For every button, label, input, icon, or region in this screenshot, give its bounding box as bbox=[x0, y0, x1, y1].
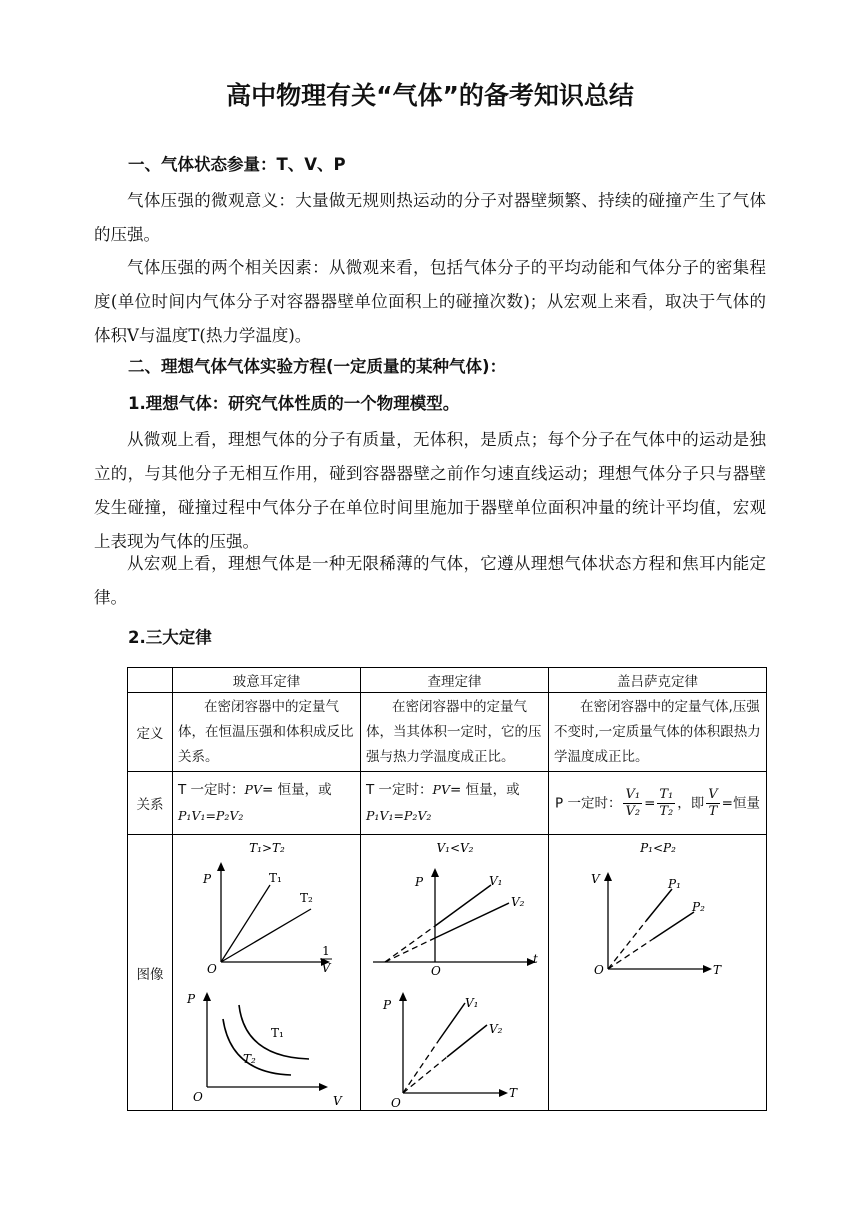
boyle-graphs bbox=[173, 835, 361, 1111]
charles-relation-const: = 恒量，或 bbox=[450, 782, 520, 798]
section-2-paragraph-1: 从微观上看，理想气体的分子有质量，无体积，是质点；每个分子在气体中的运动是独立的，与其他分子无相互作用，碰到容器器壁之前作匀速直线运动；理想气体分子只与器壁发生碰撞，碰撞过程中气体分子在单位时间里施加于器壁单位面积冲量的统计平均值，宏观上表现为气体的压强。 bbox=[94, 430, 766, 551]
gas-laws-table bbox=[127, 667, 767, 1111]
charles-bot-v2-dashed bbox=[403, 1057, 447, 1093]
boyle-bot-x-label: V bbox=[333, 1094, 342, 1108]
charles-definition: 在密闭容器中的定量气体，当其体积一定时，它的压强与热力学温度成正比。 bbox=[361, 693, 549, 772]
charles-bot-v1-label: V₁ bbox=[465, 996, 479, 1010]
table-header-gay-lussac: 盖吕萨克定律 bbox=[549, 668, 767, 693]
gl-p2-label: P₂ bbox=[692, 900, 705, 914]
boyle-top-line-t1 bbox=[221, 885, 270, 962]
charles-relation-cond: T 一定时： bbox=[366, 782, 433, 798]
boyle-bot-y-arrow bbox=[203, 992, 211, 1001]
boyle-top-origin: O bbox=[207, 962, 217, 976]
charles-top-x-label: t bbox=[533, 952, 538, 966]
gl-line-p1 bbox=[646, 889, 672, 921]
boyle-top-t2-label: T₂ bbox=[300, 891, 313, 905]
gl-p2-dashed bbox=[608, 939, 653, 969]
subsection-three-laws-heading: 2.三大定律 bbox=[128, 628, 212, 647]
gay-lussac-graph-svg bbox=[549, 835, 767, 1111]
charles-graphs bbox=[361, 835, 549, 1111]
boyle-relation-const: = 恒量，或 bbox=[262, 782, 332, 798]
gl-x-label: T bbox=[713, 963, 722, 977]
charles-bot-y-label: P bbox=[383, 998, 392, 1012]
gl-line-p2 bbox=[653, 912, 694, 939]
charles-top-v1-label: V₁ bbox=[489, 874, 503, 888]
gl-x-arrow bbox=[703, 965, 712, 973]
gl-v2: V₂ bbox=[625, 803, 641, 819]
table-header-blank bbox=[128, 668, 173, 693]
boyle-relation bbox=[173, 772, 361, 835]
section-1-paragraph-2: 气体压强的两个相关因素：从微观来看，包括气体分子的平均动能和气体分子的密集程度(单位时间内气体分子对容器器壁单位面积上的碰撞次数)；从宏观上来看，取决于气体的体积V与温度T(热力学温度)。 bbox=[94, 258, 766, 345]
gl-y-label: V bbox=[591, 872, 600, 886]
gl-v: V bbox=[708, 786, 718, 802]
boyle-graph-svg bbox=[173, 835, 361, 1111]
charles-top-v1-dashed bbox=[385, 926, 435, 962]
boyle-top-x-den: V bbox=[321, 961, 331, 975]
boyle-top-y-label: P bbox=[203, 872, 212, 886]
boyle-bot-t2-label: T₂ bbox=[243, 1052, 256, 1066]
gl-t2: T₂ bbox=[659, 803, 674, 819]
gay-lussac-relation bbox=[549, 772, 767, 835]
charles-top-line-v1 bbox=[435, 885, 491, 926]
table-header-charles: 查理定律 bbox=[361, 668, 549, 693]
boyle-caption: T₁>T₂ bbox=[249, 841, 285, 855]
boyle-definition: 在密闭容器中的定量气体，在恒温压强和体积成反比关系。 bbox=[173, 693, 361, 772]
row-label-definition: 定义 bbox=[128, 693, 173, 772]
charles-relation-formula: P₁V₁=P₂V₂ bbox=[366, 808, 432, 823]
gl-fraction-t bbox=[657, 787, 675, 820]
gl-relation-cond: P 一定时： bbox=[555, 795, 622, 811]
charles-top-v2-dashed bbox=[385, 938, 435, 962]
gl-caption: P₁<P₂ bbox=[640, 841, 676, 855]
gl-t: T bbox=[708, 803, 718, 819]
boyle-relation-formula: P₁V₁=P₂V₂ bbox=[178, 808, 244, 823]
charles-top-line-v2 bbox=[435, 903, 509, 938]
gl-fraction-vt bbox=[706, 787, 719, 820]
gay-lussac-graphs bbox=[549, 835, 767, 1111]
gl-equals: = bbox=[644, 795, 656, 811]
row-label-graph: 图像 bbox=[128, 835, 173, 1111]
charles-bot-origin: O bbox=[391, 1096, 401, 1110]
boyle-top-x-num: 1 bbox=[322, 944, 330, 958]
charles-relation-pv: PV bbox=[432, 782, 450, 797]
boyle-top-t1-label: T₁ bbox=[269, 871, 282, 885]
boyle-relation-pv: PV bbox=[244, 782, 262, 797]
boyle-bot-t1-label: T₁ bbox=[271, 1026, 284, 1040]
charles-bot-line-v1 bbox=[439, 1003, 465, 1040]
gl-relation-end: =恒量 bbox=[721, 795, 760, 811]
charles-bot-y-arrow bbox=[399, 992, 407, 1001]
gl-v1: V₁ bbox=[625, 786, 641, 802]
row-label-relation: 关系 bbox=[128, 772, 173, 835]
gl-t1: T₁ bbox=[659, 786, 674, 802]
boyle-bot-y-label: P bbox=[187, 992, 196, 1006]
charles-bot-line-v2 bbox=[447, 1025, 487, 1057]
charles-top-y-label: P bbox=[415, 875, 424, 889]
charles-graph-svg bbox=[361, 835, 549, 1111]
gl-y-arrow bbox=[604, 872, 612, 881]
charles-bot-v1-dashed bbox=[403, 1040, 439, 1093]
subsection-ideal-gas-heading: 1.理想气体：研究气体性质的一个物理模型。 bbox=[128, 394, 460, 413]
gl-fraction-v bbox=[623, 787, 642, 820]
section-2-heading: 二、理想气体气体实验方程(一定质量的某种气体)： bbox=[128, 357, 507, 376]
charles-top-origin: O bbox=[431, 964, 441, 978]
gl-relation-mid: ，即 bbox=[677, 795, 705, 811]
charles-relation bbox=[361, 772, 549, 835]
gl-origin: O bbox=[594, 963, 604, 977]
boyle-top-line-t2 bbox=[221, 909, 311, 962]
gl-p1-label: P₁ bbox=[668, 877, 681, 891]
charles-top-y-arrow bbox=[431, 868, 439, 877]
section-1-paragraph-1: 气体压强的微观意义：大量做无规则热运动的分子对器壁频繁、持续的碰撞产生了气体的压强。 bbox=[94, 191, 766, 244]
charles-bot-v2-label: V₂ bbox=[489, 1022, 503, 1036]
charles-top-v2-label: V₂ bbox=[511, 895, 525, 909]
boyle-top-y-arrow bbox=[217, 862, 225, 871]
charles-bot-x-arrow bbox=[499, 1089, 508, 1097]
page-title: 高中物理有关“气体”的备考知识总结 bbox=[226, 81, 634, 110]
gl-p1-dashed bbox=[608, 921, 646, 969]
boyle-bot-x-arrow bbox=[319, 1083, 328, 1091]
gay-lussac-definition: 在密闭容器中的定量气体,压强不变时,一定质量气体的体积跟热力学温度成正比。 bbox=[549, 693, 767, 772]
charles-bot-x-label: T bbox=[509, 1086, 518, 1100]
section-1-heading: 一、气体状态参量：T、V、P bbox=[128, 155, 346, 174]
charles-caption: V₁<V₂ bbox=[436, 841, 474, 855]
table-header-boyle: 玻意耳定律 bbox=[173, 668, 361, 693]
boyle-relation-cond: T 一定时： bbox=[178, 782, 245, 798]
section-2-paragraph-2: 从宏观上看，理想气体是一种无限稀薄的气体，它遵从理想气体状态方程和焦耳内能定律。 bbox=[94, 554, 766, 607]
boyle-bot-origin: O bbox=[193, 1090, 203, 1104]
